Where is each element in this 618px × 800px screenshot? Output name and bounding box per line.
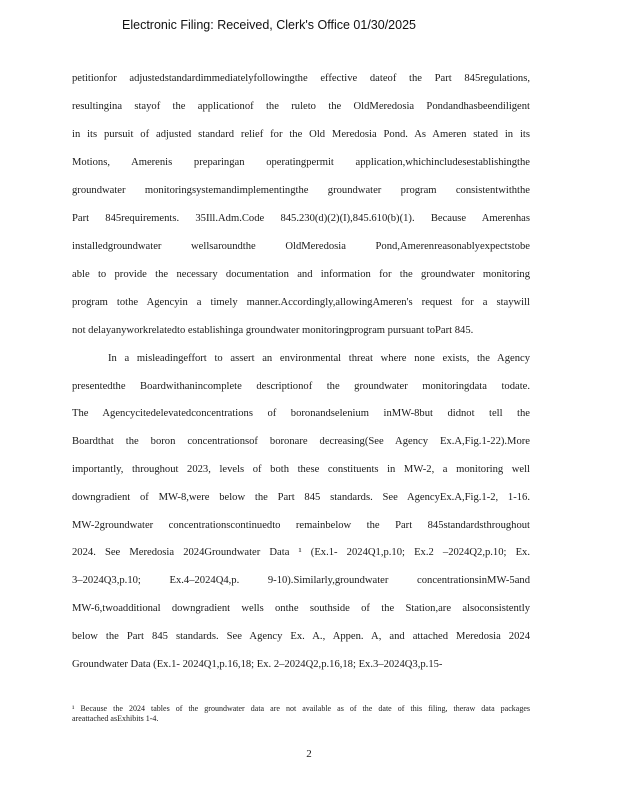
body-line: MW-2groundwater concentrationscontinuedto remainbelow the Part 845standardsthroughout — [72, 520, 530, 531]
body-line: MW-6,twoadditional downgradient wells onthe southside of the Station,are alsoconsistently — [72, 603, 530, 614]
body-line: importantly, throughout 2023, levels of both these constituents in MW-2, a monitoring well — [72, 464, 530, 475]
body-line: below the Part 845 standards. See Agency Ex. A., Appen. A, and attached Meredosia 2024 — [72, 631, 530, 642]
filing-stamp-text: Electronic Filing: Received, Clerk's Office 01/30/2025 — [122, 18, 416, 32]
body-line: Boardthat the boron concentrationsof boronare decreasing(See Agency Ex.A,Fig.1-22).More — [72, 436, 530, 447]
body-line: able to provide the necessary documentation and information for the groundwater monitoring — [72, 269, 530, 280]
body-line: installedgroundwater wellsaroundthe OldMeredosia Pond,Amerenreasonablyexpectstobe — [72, 241, 530, 252]
footnote-line: areattached asExhibits 1-4. — [72, 714, 159, 723]
body-line: not delayanyworkrelatedto establishinga groundwater monitoringprogram pursuant toPart 845. — [72, 325, 474, 336]
body-line: resultingina stayof the applicationof the ruleto the OldMeredosia Pondandhasbeendiligent — [72, 101, 530, 112]
page-number: 2 — [306, 748, 312, 760]
footnote-line: ¹ Because the 2024 tables of the groundwater data are not available as of the date of this filing, theraw data packages — [72, 704, 530, 713]
body-line: 2024. See Meredosia 2024Groundwater Data ¹ (Ex.1- 2024Q1,p.10; Ex.2 –2024Q2,p.10; Ex. — [72, 547, 530, 558]
body-line: program tothe Agencyin a timely manner.Accordingly,allowingAmeren's request for a staywill — [72, 297, 530, 308]
body-line: The Agencycitedelevatedconcentrations of boronandselenium inMW-8but didnot tell the — [72, 408, 530, 419]
body-line: Motions, Amerenis preparingan operatingpermit application,whichincludesestablishingthe — [72, 157, 530, 168]
body-line: groundwater monitoringsystemandimplementingthe groundwater program consistentwiththe — [72, 185, 530, 196]
body-line: Part 845requirements. 35Ill.Adm.Code 845.230(d)(2)(I),845.610(b)(1). Because Amerenhas — [72, 213, 530, 224]
filing-stamp — [0, 18, 618, 32]
body-line: petitionfor adjustedstandardimmediatelyfollowingthe effective dateof the Part 845regulations, — [72, 73, 530, 84]
body-line: downgradient of MW-8,were below the Part 845 standards. See AgencyEx.A,Fig.1-2, 1-16. — [72, 492, 530, 503]
body-line: presentedthe Boardwithanincomplete descriptionof the groundwater monitoringdata todate. — [72, 381, 530, 392]
body-line: In a misleadingeffort to assert an environmental threat where none exists, the Agency — [108, 353, 530, 364]
body-line: in its pursuit of adjusted standard relief for the Old Meredosia Pond. As Ameren stated in its — [72, 129, 530, 140]
body-line: 3–2024Q3,p.10; Ex.4–2024Q4,p. 9-10).Similarly,groundwater concentrationsinMW-5and — [72, 575, 530, 586]
body-line: Groundwater Data (Ex.1- 2024Q1,p.16,18; Ex. 2–2024Q2,p.16,18; Ex.3–2024Q3,p.15- — [72, 659, 443, 670]
